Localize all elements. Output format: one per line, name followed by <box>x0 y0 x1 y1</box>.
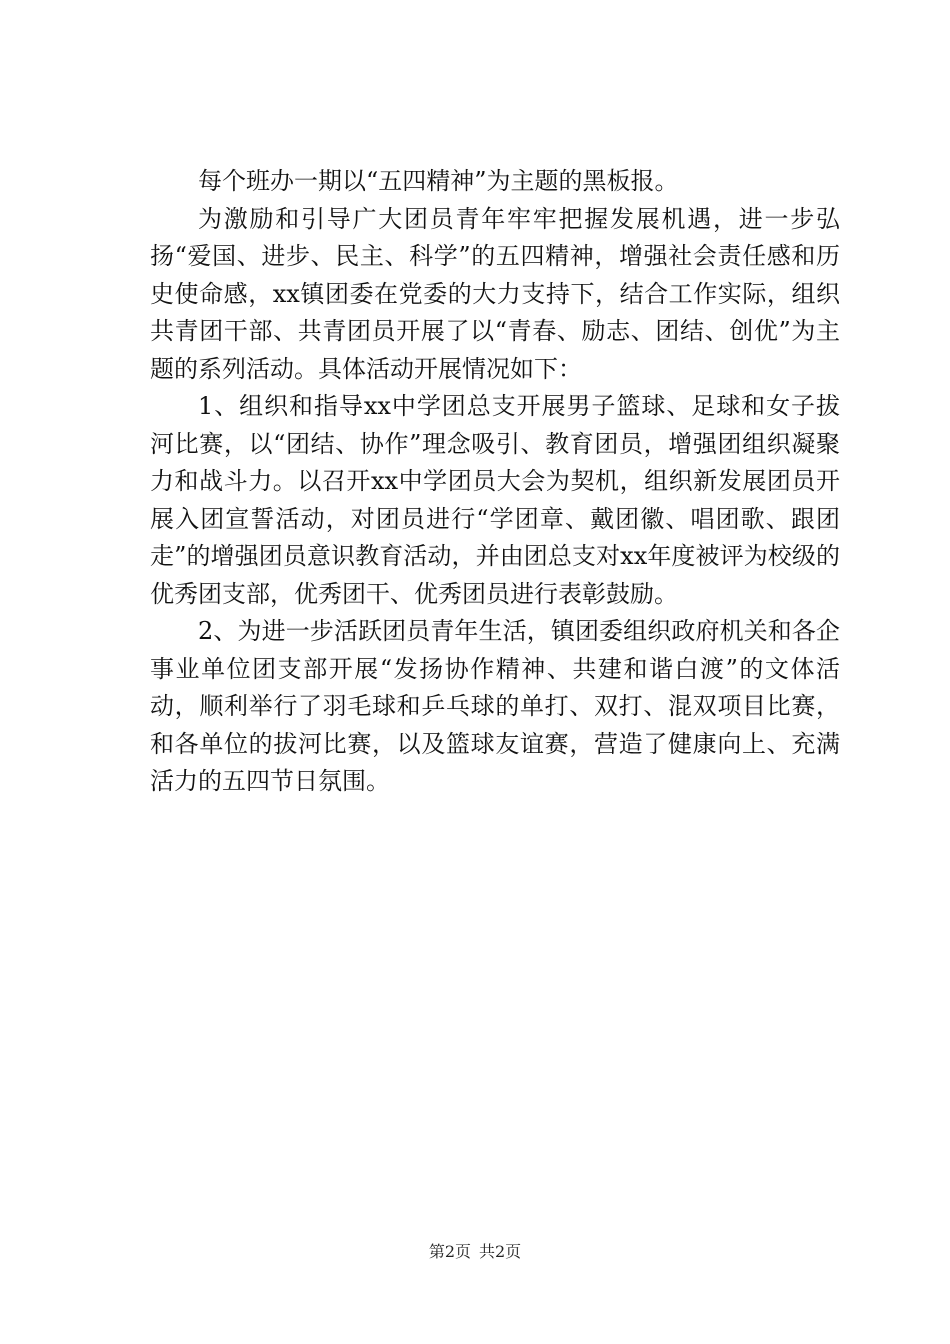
page-total: 共2页 <box>479 1242 522 1261</box>
page-footer <box>0 1242 950 1262</box>
paragraph-intro: 为激励和引导广大团员青年牢牢把握发展机遇，进一步弘扬“爱国、进步、民主、科学”的五四精神，增强社会责任感和历史使命感，xx镇团委在党委的大力支持下，结合工作实际，组织共青团干部、共青团员开展了以“青春、励志、团结、创优”为主题的系列活动。具体活动开展情况如下： <box>150 204 840 383</box>
paragraph-blackboard: 每个班办一期以“五四精神”为主题的黑板报。 <box>198 167 679 195</box>
paragraph-item-2: 2、为进一步活跃团员青年生活，镇团委组织政府机关和各企事业单位团支部开展“发扬协作精神、共建和谐白渡”的文体活动，顺利举行了羽毛球和乒乓球的单打、双打、混双项目比赛，和各单位的拔河比赛，以及篮球友谊赛，营造了健康向上、充满活力的五四节日氛围。 <box>150 617 840 795</box>
document-body <box>150 163 840 801</box>
paragraph-item-1: 1、组织和指导xx中学团总支开展男子篮球、足球和女子拔河比赛，以“团结、协作”理念吸引、教育团员，增强团组织凝聚力和战斗力。以召开xx中学团员大会为契机，组织新发展团员开展入团宣誓活动，对团员进行“学团章、戴团徽、唱团歌、跟团走”的增强团员意识教育活动，并由团总支对xx年度被评为校级的优秀团支部，优秀团干、优秀团员进行表彰鼓励。 <box>150 392 840 608</box>
page-number: 第2页 <box>428 1242 471 1261</box>
